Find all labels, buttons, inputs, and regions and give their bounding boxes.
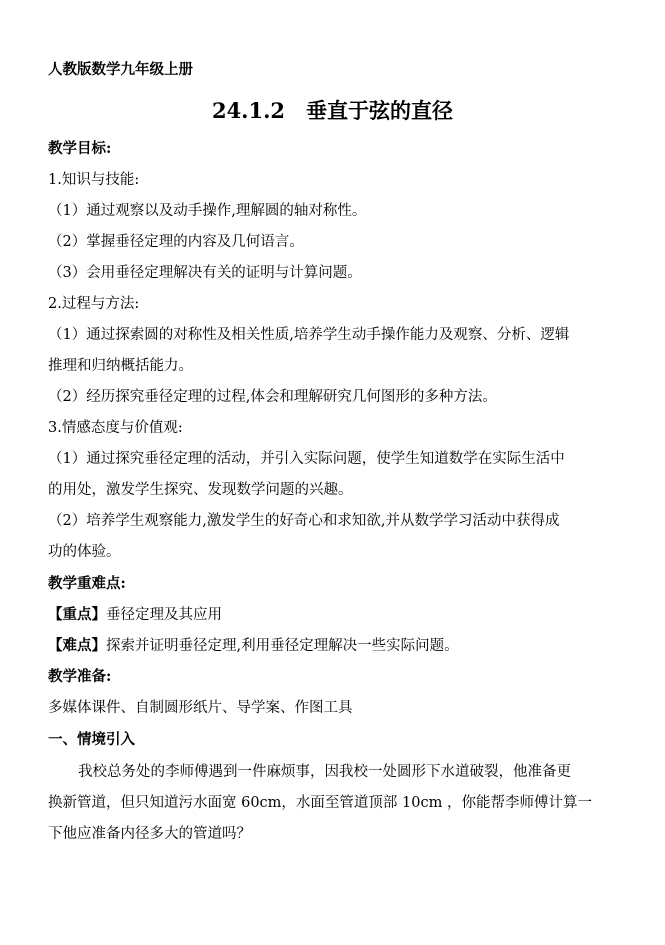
focus-tag: 【重点】 [48, 606, 106, 623]
section-heading: 一、情境引入 [48, 731, 135, 748]
knowledge-item: （3）会用垂径定理解决有关的证明与计算问题。 [48, 265, 362, 281]
knowledge-item: （1）通过观察以及动手操作,理解圆的轴对称性。 [48, 203, 367, 219]
emotion-item-line: 功的体验。 [48, 544, 121, 560]
paragraph-line: 我校总务处的李师傅遇到一件麻烦事，因我校一处圆形下水道破裂，他准备更 [78, 764, 571, 780]
process-item-line: 推理和归纳概括能力。 [48, 358, 193, 374]
difficulty-tag: 【难点】 [48, 637, 106, 654]
paragraph-line: 下他应准备内径多大的管道吗？ [48, 826, 251, 842]
process-item: （2）经历探究垂径定理的过程,体会和理解研究几何图形的多种方法。 [48, 389, 497, 405]
difficulty-line [48, 636, 620, 656]
emotion-item-line: （2）培养学生观察能力,激发学生的好奇心和求知欲,并从数学学习活动中获得成 [48, 513, 560, 529]
emotion-heading: 3.情感态度与价值观: [48, 420, 183, 436]
process-item-line: （1）通过探索圆的对称性及相关性质,培养学生动手操作能力及观察、分析、逻辑 [48, 327, 570, 343]
knowledge-item: （2）掌握垂径定理的内容及几何语言。 [48, 234, 304, 250]
paragraph-line: 换新管道，但只知道污水面宽 60cm，水面至管道顶部 10cm ，你能帮李师傅计算一 [48, 795, 592, 811]
textbook-series: 人教版数学九年级上册 [48, 61, 193, 78]
goals-heading: 教学目标: [48, 140, 112, 157]
focus-text: 垂径定理及其应用 [106, 607, 222, 623]
emotion-item-line: （1）通过探究垂径定理的活动，并引入实际问题，使学生知道数学在实际生活中 [48, 451, 565, 467]
preparation-heading: 教学准备: [48, 668, 112, 685]
emotion-item-line: 的用处，激发学生探究、发现数学问题的兴趣。 [48, 482, 353, 498]
process-heading: 2.过程与方法: [48, 296, 140, 312]
lesson-title: 24.1.2 垂直于弦的直径 [211, 98, 454, 123]
key-points-heading: 教学重难点: [48, 575, 126, 592]
difficulty-text: 探索并证明垂径定理,利用垂径定理解决一些实际问题。 [106, 638, 459, 654]
knowledge-heading: 1.知识与技能: [48, 172, 140, 188]
focus-line [48, 605, 620, 625]
preparation-text: 多媒体课件、自制圆形纸片、导学案、作图工具 [48, 700, 353, 716]
